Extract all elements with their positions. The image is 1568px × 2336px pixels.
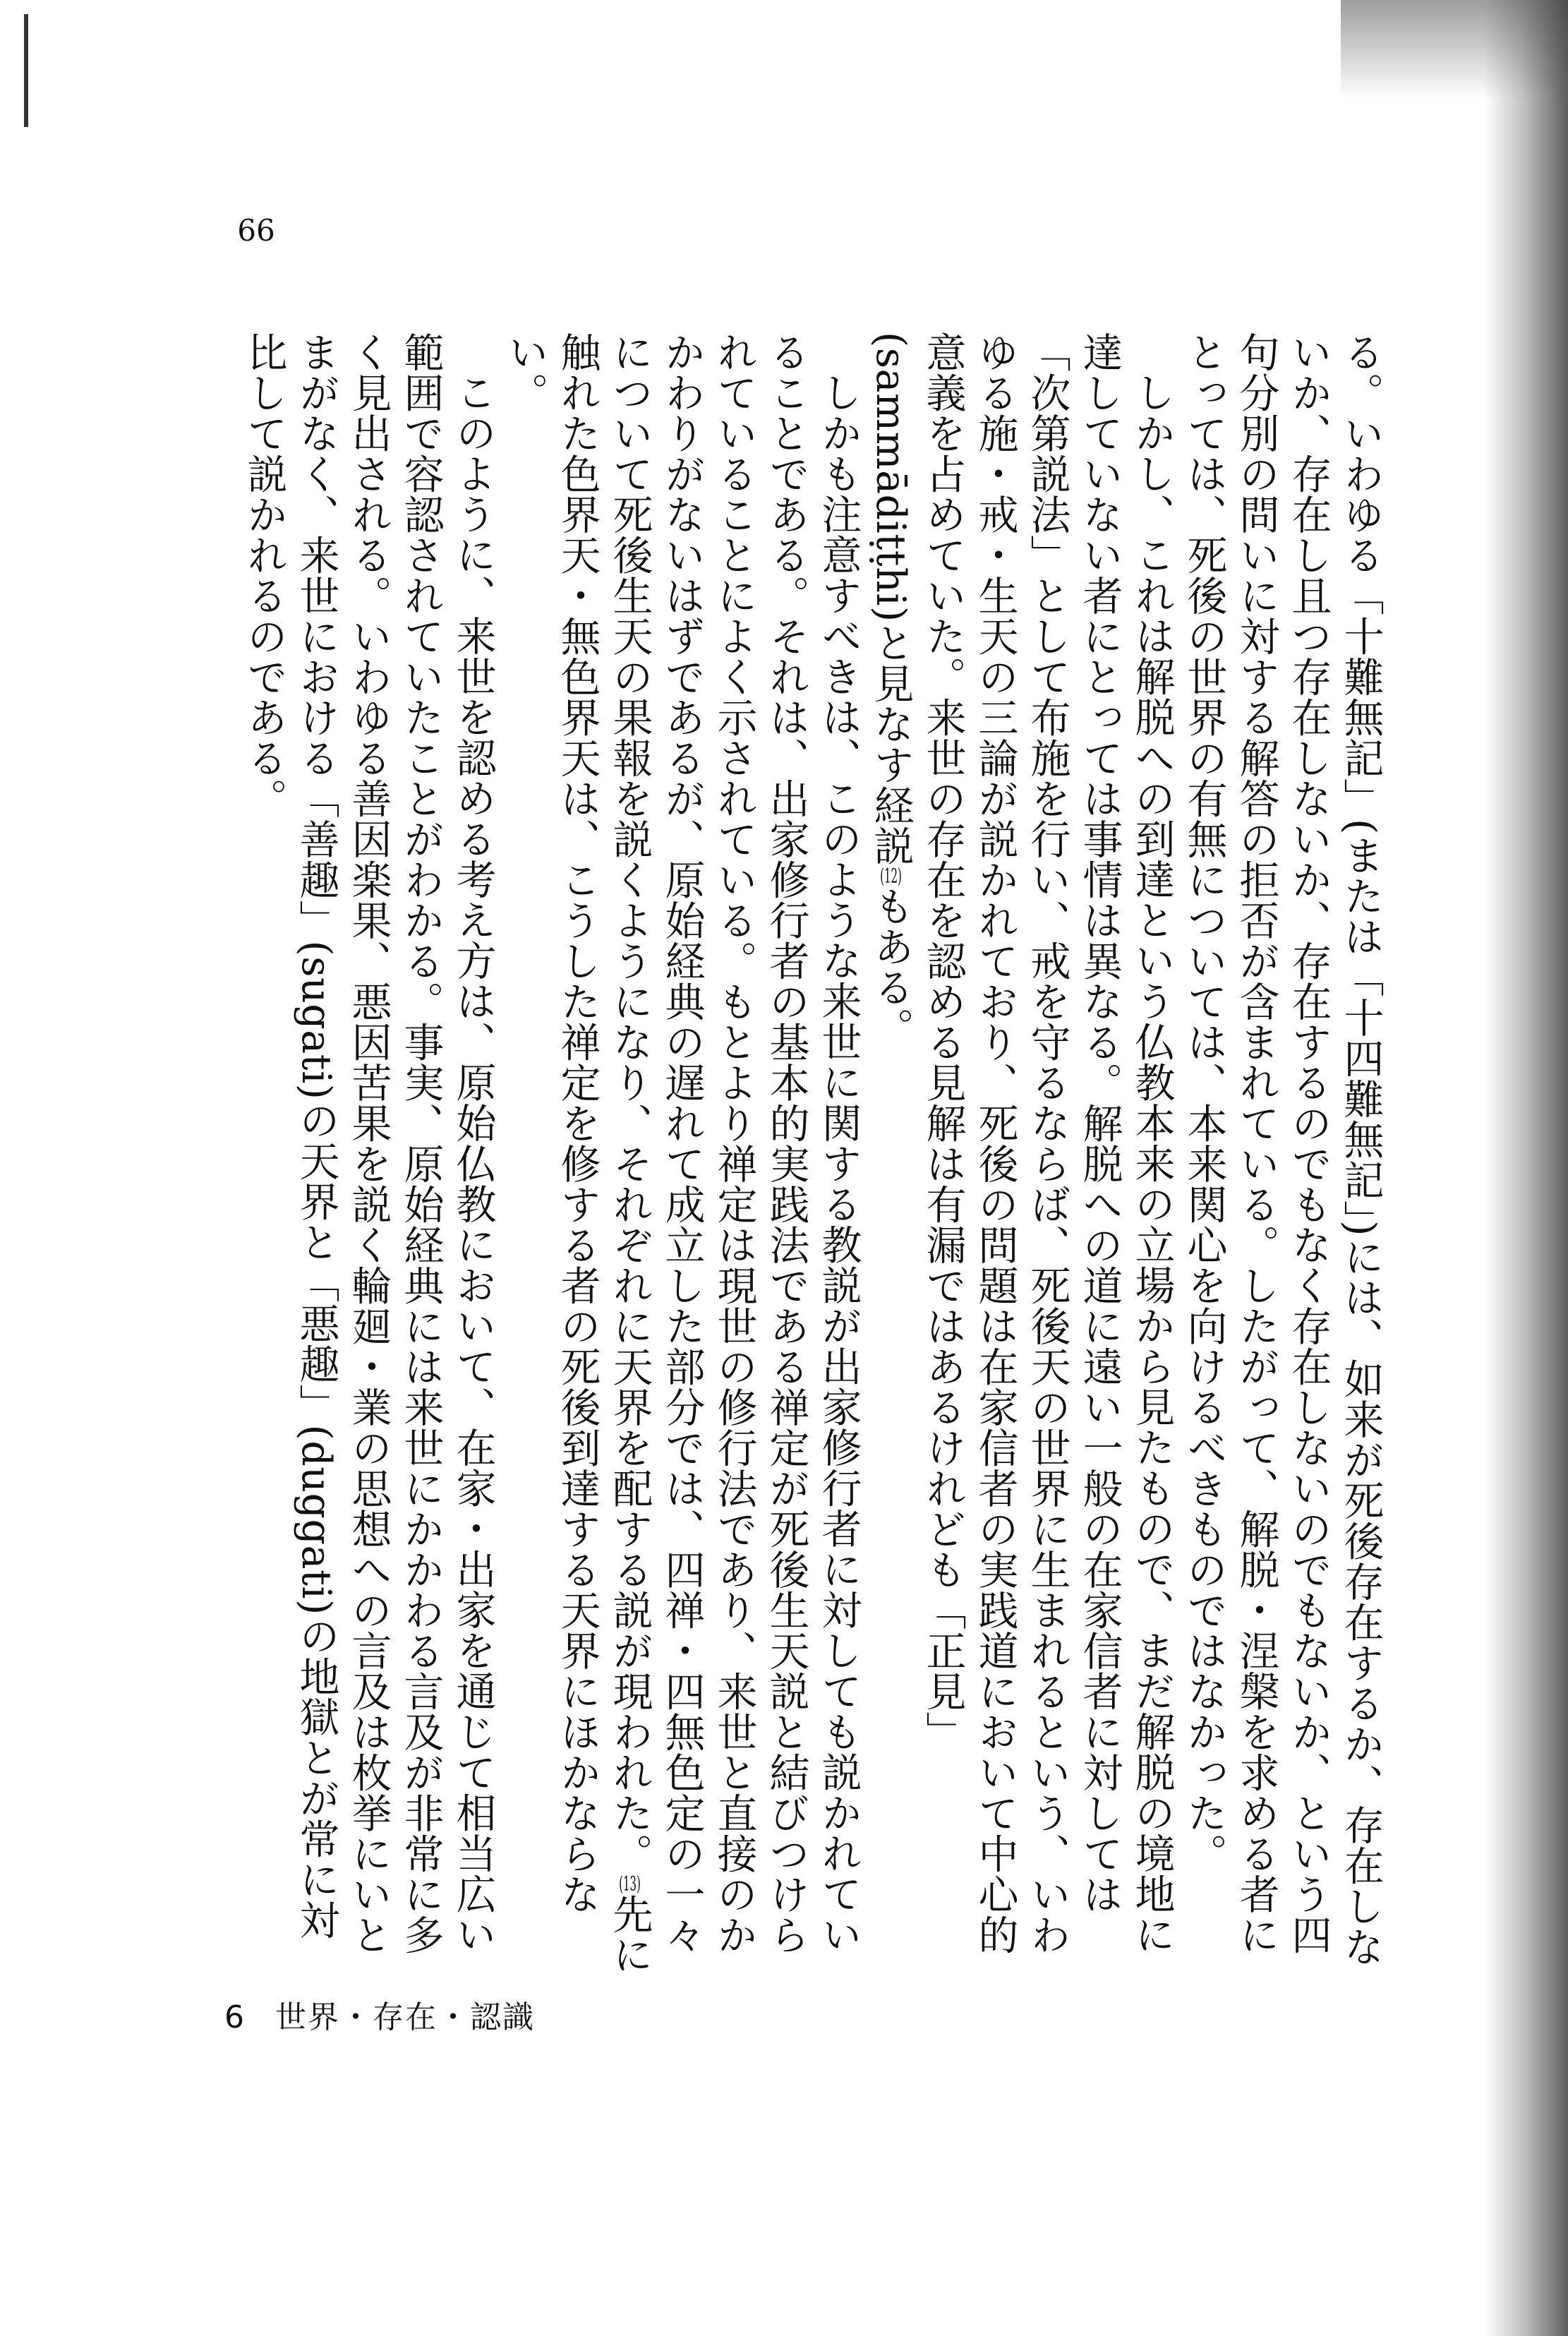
footnote-ref: (12)	[880, 865, 902, 886]
paragraph	[1178, 332, 1387, 1976]
paragraph-text: る。いわゆる「十難無記」(または「十四難無記」)には、如来が死後存在するか、存在しないか、存在し且つ存在しないか、存在するのでもなく存在しないのでもないか、という四句分別の問いに対する解答の拒否が含まれている。したがって、解脱・涅槃を求める者にとっては、死後の世界の有無については、本来関心を向けるべきものではなかった。	[1181, 332, 1384, 1967]
page-number: 99	[237, 212, 275, 246]
paragraph-text: しかし、これは解脱への到達という仏教本来の立場から見たもので、まだ解脱の境地に達していない者にとっては事情は異なる。解脱への道に遠い一般の在家信者に対しては「次第説法」として布施を行い、戒を守るならば、死後天の世界に生まれるという、いわゆる施・戒・生天の三論が説かれており、死後の問題は在家信者の実践道において中心的意義を占めていた。来世の存在を認める見解は有漏ではあるけれども「正見」(sammādiṭṭhi)と見なす経説	[867, 332, 1175, 1955]
paragraph-text: もある。	[867, 885, 914, 1048]
binding-shadow	[1483, 0, 1568, 2336]
paragraph	[864, 332, 1178, 1976]
footnote-ref: (13)	[619, 1874, 641, 1894]
running-footer	[224, 1992, 535, 2037]
paragraph-text: しかも注意すべきは、このような来世に関する教説が出家修行者に対しても説かれていることである。それは、出家修行者の基本的実践法である禅定が死後生天説と結びつけられていることによく示されている。もとより禅定は現世の修行法であり、来世と直接のかかわりがないはずであるが、原始経典の遅れて成立した部分では、四禅・四無色定の一々について死後生天の果報を説くようになり、それぞれに天界を配する説が現われた。	[606, 332, 862, 1955]
paragraph	[499, 332, 864, 1976]
chapter-title: 世界・存在・認識	[275, 1999, 535, 2035]
paragraph-text: 先に触れた色界天・無色界天は、こうした禅定を修する者の死後到達する天界にほかならない。	[502, 332, 653, 1975]
scan-edge-mark	[24, 14, 28, 127]
paragraph	[238, 332, 499, 1976]
body-text	[194, 332, 1387, 1976]
chapter-number: 6	[224, 1999, 246, 2035]
paragraph-text: このように、来世を認める考え方は、原始仏教において、在家・出家を通じて相当広い範囲で容認されていたことがわかる。事実、原始経典には来世にかかわる言及が非常に多く見出される。いわゆる善因楽果、悪因苦果を説く輪廻・業の思想への言及は枚挙にいとまがなく、来世における「善趣」(sugati)の天界と「悪趣」(duggati)の地獄とが常に対比して説かれるのである。	[241, 332, 496, 1955]
scan-shadow	[1341, 0, 1568, 99]
